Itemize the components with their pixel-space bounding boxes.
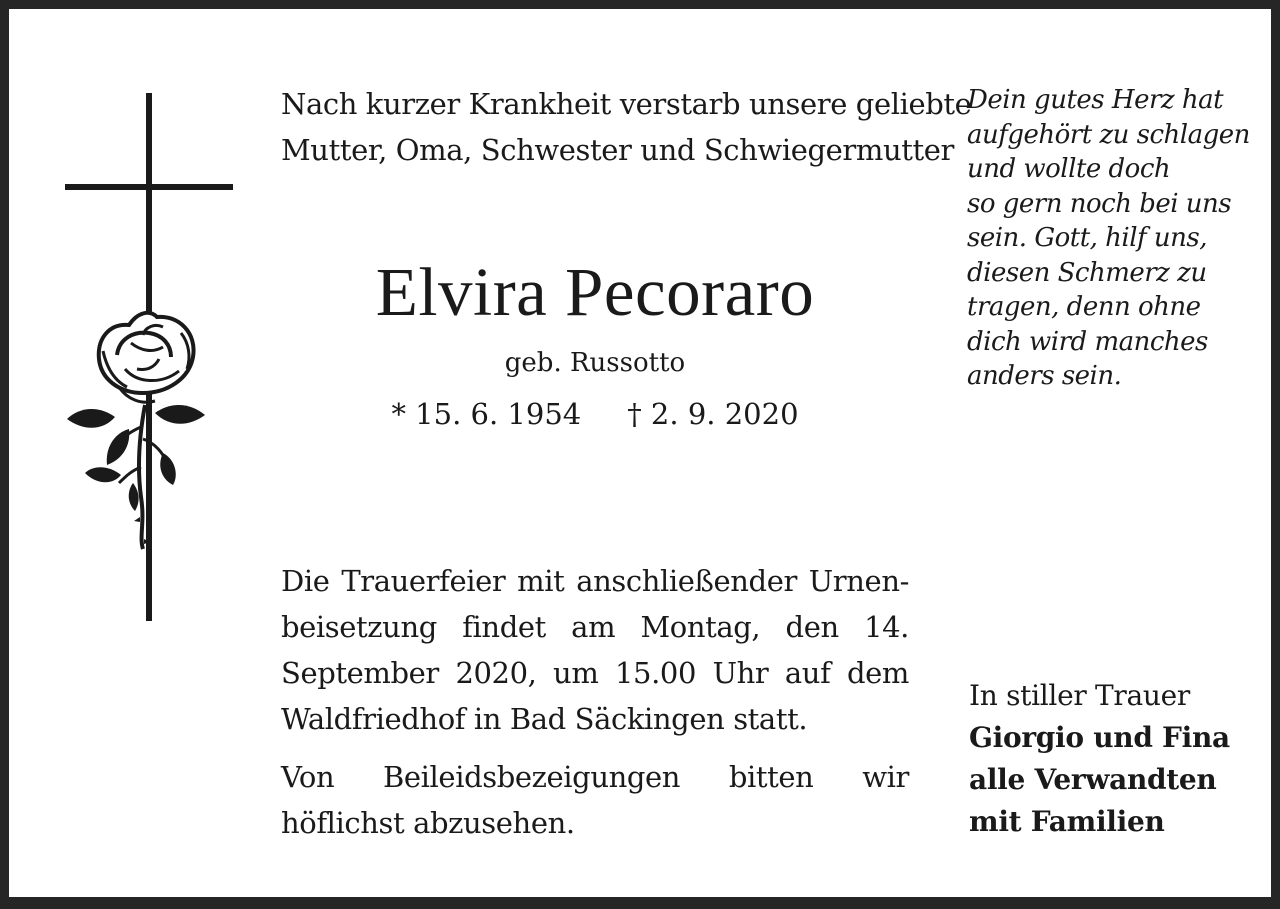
condolence-note: Von Beileidsbezeigungen bitten wir höflichst abzusehen.	[281, 760, 909, 840]
verse-line: tragen, denn ohne	[967, 292, 1201, 322]
memorial-verse	[967, 83, 1267, 394]
verse-line: Dein gutes Herz hat	[967, 85, 1224, 115]
mourner-name: alle Verwandten	[969, 763, 1217, 796]
death-date: † 2. 9. 2020	[627, 397, 799, 431]
mourner-name: Giorgio und Fina	[969, 721, 1230, 754]
deceased-name: Elvira Pecoraro	[375, 254, 815, 330]
mourner-name: mit Familien	[969, 805, 1165, 838]
verse-line: anders sein.	[967, 361, 1122, 391]
mourners-heading: In stiller Trauer	[969, 679, 1190, 712]
verse-line: und wollte doch	[967, 154, 1171, 184]
funeral-service-text: Die Trauerfeier mit anschließender Urnen-beisetzung findet am Montag, den 14. September 2020, um 15.00 Uhr auf dem Waldfriedhof in Bad Säckingen statt.	[281, 564, 909, 736]
verse-line: so gern noch bei uns	[967, 188, 1232, 219]
rose-icon	[67, 313, 205, 549]
life-dates	[279, 393, 911, 435]
intro-text	[281, 81, 972, 173]
verse-line: aufgehört zu schlagen	[967, 119, 1250, 150]
verse-line: sein. Gott, hilf uns,	[967, 223, 1208, 253]
maiden-name: geb. Russotto	[504, 348, 686, 378]
mourners-block	[969, 675, 1269, 843]
verse-line: dich wird manches	[967, 326, 1208, 357]
cross-with-rose	[59, 87, 239, 627]
verse-line: diesen Schmerz zu	[967, 257, 1207, 288]
birth-date: * 15. 6. 1954	[391, 397, 582, 431]
intro-line: Nach kurzer Krankheit verstarb unsere geliebte	[281, 87, 972, 121]
intro-line: Mutter, Oma, Schwester und Schwiegermutter	[281, 133, 954, 167]
